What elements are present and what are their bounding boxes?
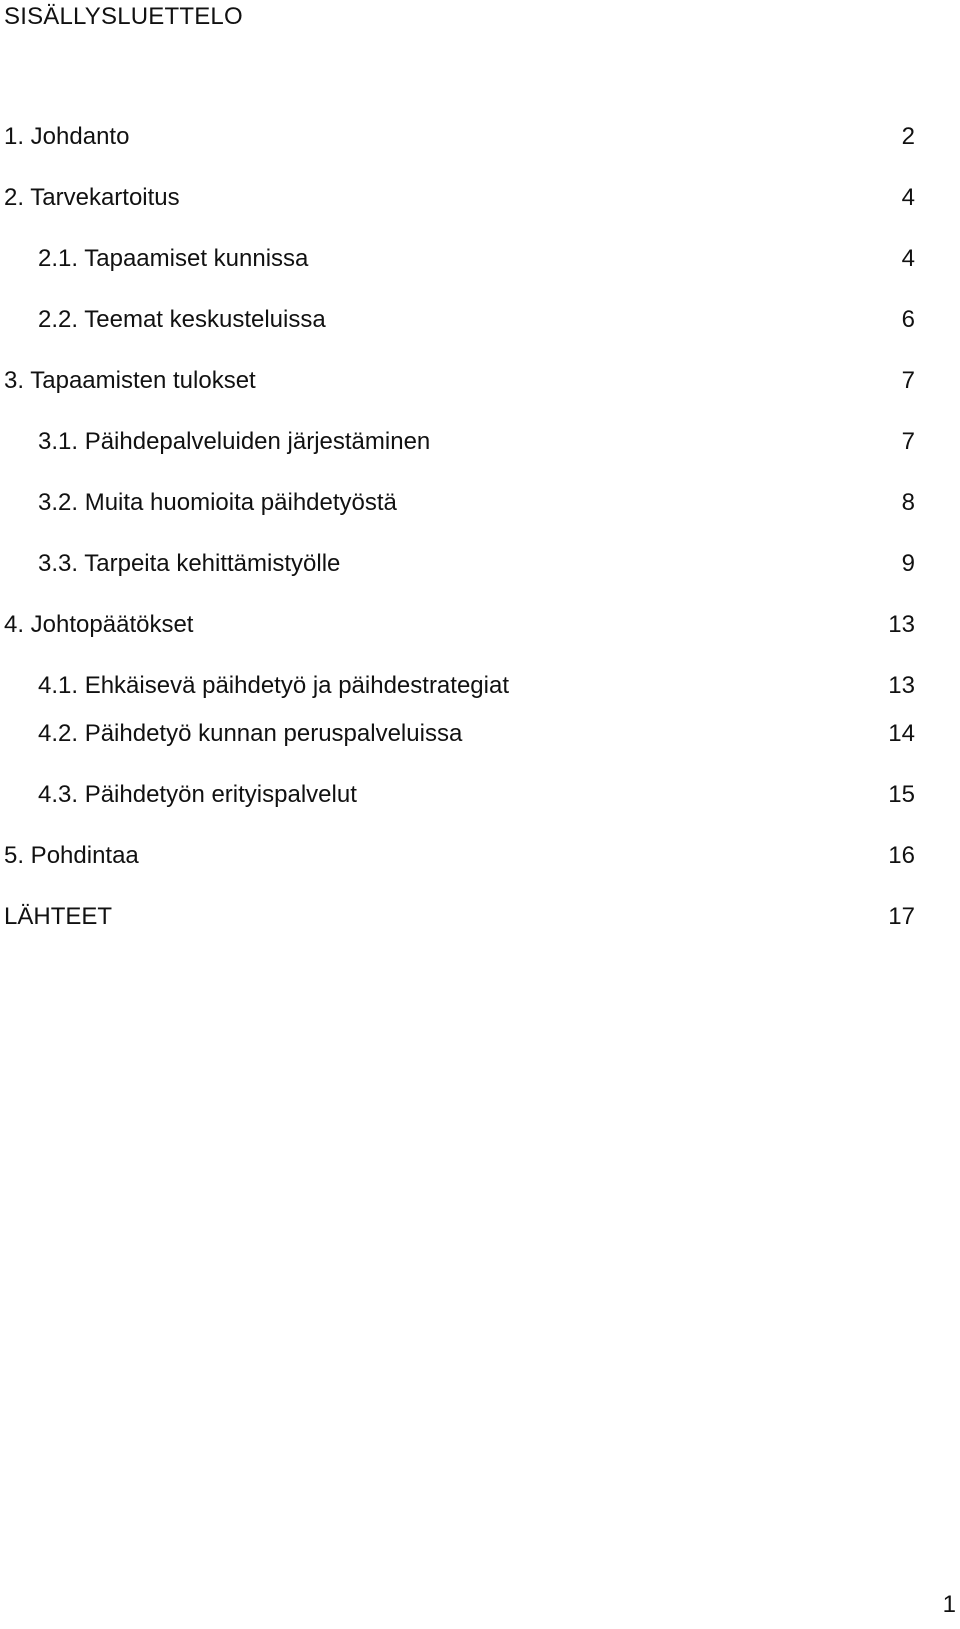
toc-entry-paihdetyon-erityispalvelut[interactable] [0,778,960,812]
toc-entry-label: 4. Johtopäätökset [4,611,194,638]
toc-entry-page: 8 [901,489,915,516]
toc-entry-page: 16 [888,842,915,869]
page-title: SISÄLLYSLUETTELO [4,3,243,30]
toc-entry-paihdetyo-peruspalveluissa[interactable] [0,717,960,751]
toc-entry-page: 13 [888,672,915,699]
toc-entry-label: 2.2. Teemat keskusteluissa [38,306,326,333]
toc-entry-tapaamiset-kunnissa[interactable] [0,242,960,276]
toc-entry-page: 13 [888,611,915,638]
toc-entry-label: 1. Johdanto [4,123,130,150]
toc-entry-label: 3.3. Tarpeita kehittämistyölle [38,550,341,577]
toc-entry-johdanto[interactable] [0,120,960,154]
toc-entry-ehkaiseva-paihdetyo[interactable] [0,669,960,703]
toc-entry-page: 7 [901,428,915,455]
toc-entry-page: 2 [901,123,915,150]
toc-entry-page: 17 [888,903,915,930]
page-number: 1 [942,1591,956,1618]
toc-entry-page: 14 [888,720,915,747]
toc-entry-page: 7 [901,367,915,394]
toc-entry-page: 4 [901,245,915,272]
toc-entry-lahteet[interactable] [0,900,960,934]
toc-entry-pohdintaa[interactable] [0,839,960,873]
toc-entry-label: 3. Tapaamisten tulokset [4,367,256,394]
toc-entry-page: 4 [901,184,915,211]
toc-entry-muita-huomioita[interactable] [0,486,960,520]
toc-entry-label: 2. Tarvekartoitus [4,184,180,211]
toc-entry-label: 5. Pohdintaa [4,842,139,869]
toc-entry-label: 4.3. Päihdetyön erityispalvelut [38,781,357,808]
toc-entry-teemat-keskusteluissa[interactable] [0,303,960,337]
toc-entry-paihdepalveluiden-jarjestaminen[interactable] [0,425,960,459]
toc-entry-label: 3.1. Päihdepalveluiden järjestäminen [38,428,431,455]
toc-entry-tarpeita-kehittamistyolle[interactable] [0,547,960,581]
toc-entry-label: 4.1. Ehkäisevä päihdetyö ja päihdestrategiat [38,672,509,699]
toc-entry-page: 6 [901,306,915,333]
toc-entry-label: 3.2. Muita huomioita päihdetyöstä [38,489,397,516]
toc-entry-label: 4.2. Päihdetyö kunnan peruspalveluissa [38,720,463,747]
toc-entry-label: 2.1. Tapaamiset kunnissa [38,245,309,272]
toc-entry-johtopaatokset[interactable] [0,608,960,642]
toc-entry-label: LÄHTEET [4,903,113,930]
toc-entry-tapaamisten-tulokset[interactable] [0,364,960,398]
toc-entry-page: 15 [888,781,915,808]
toc-entry-page: 9 [901,550,915,577]
toc-entry-tarvekartoitus[interactable] [0,181,960,215]
